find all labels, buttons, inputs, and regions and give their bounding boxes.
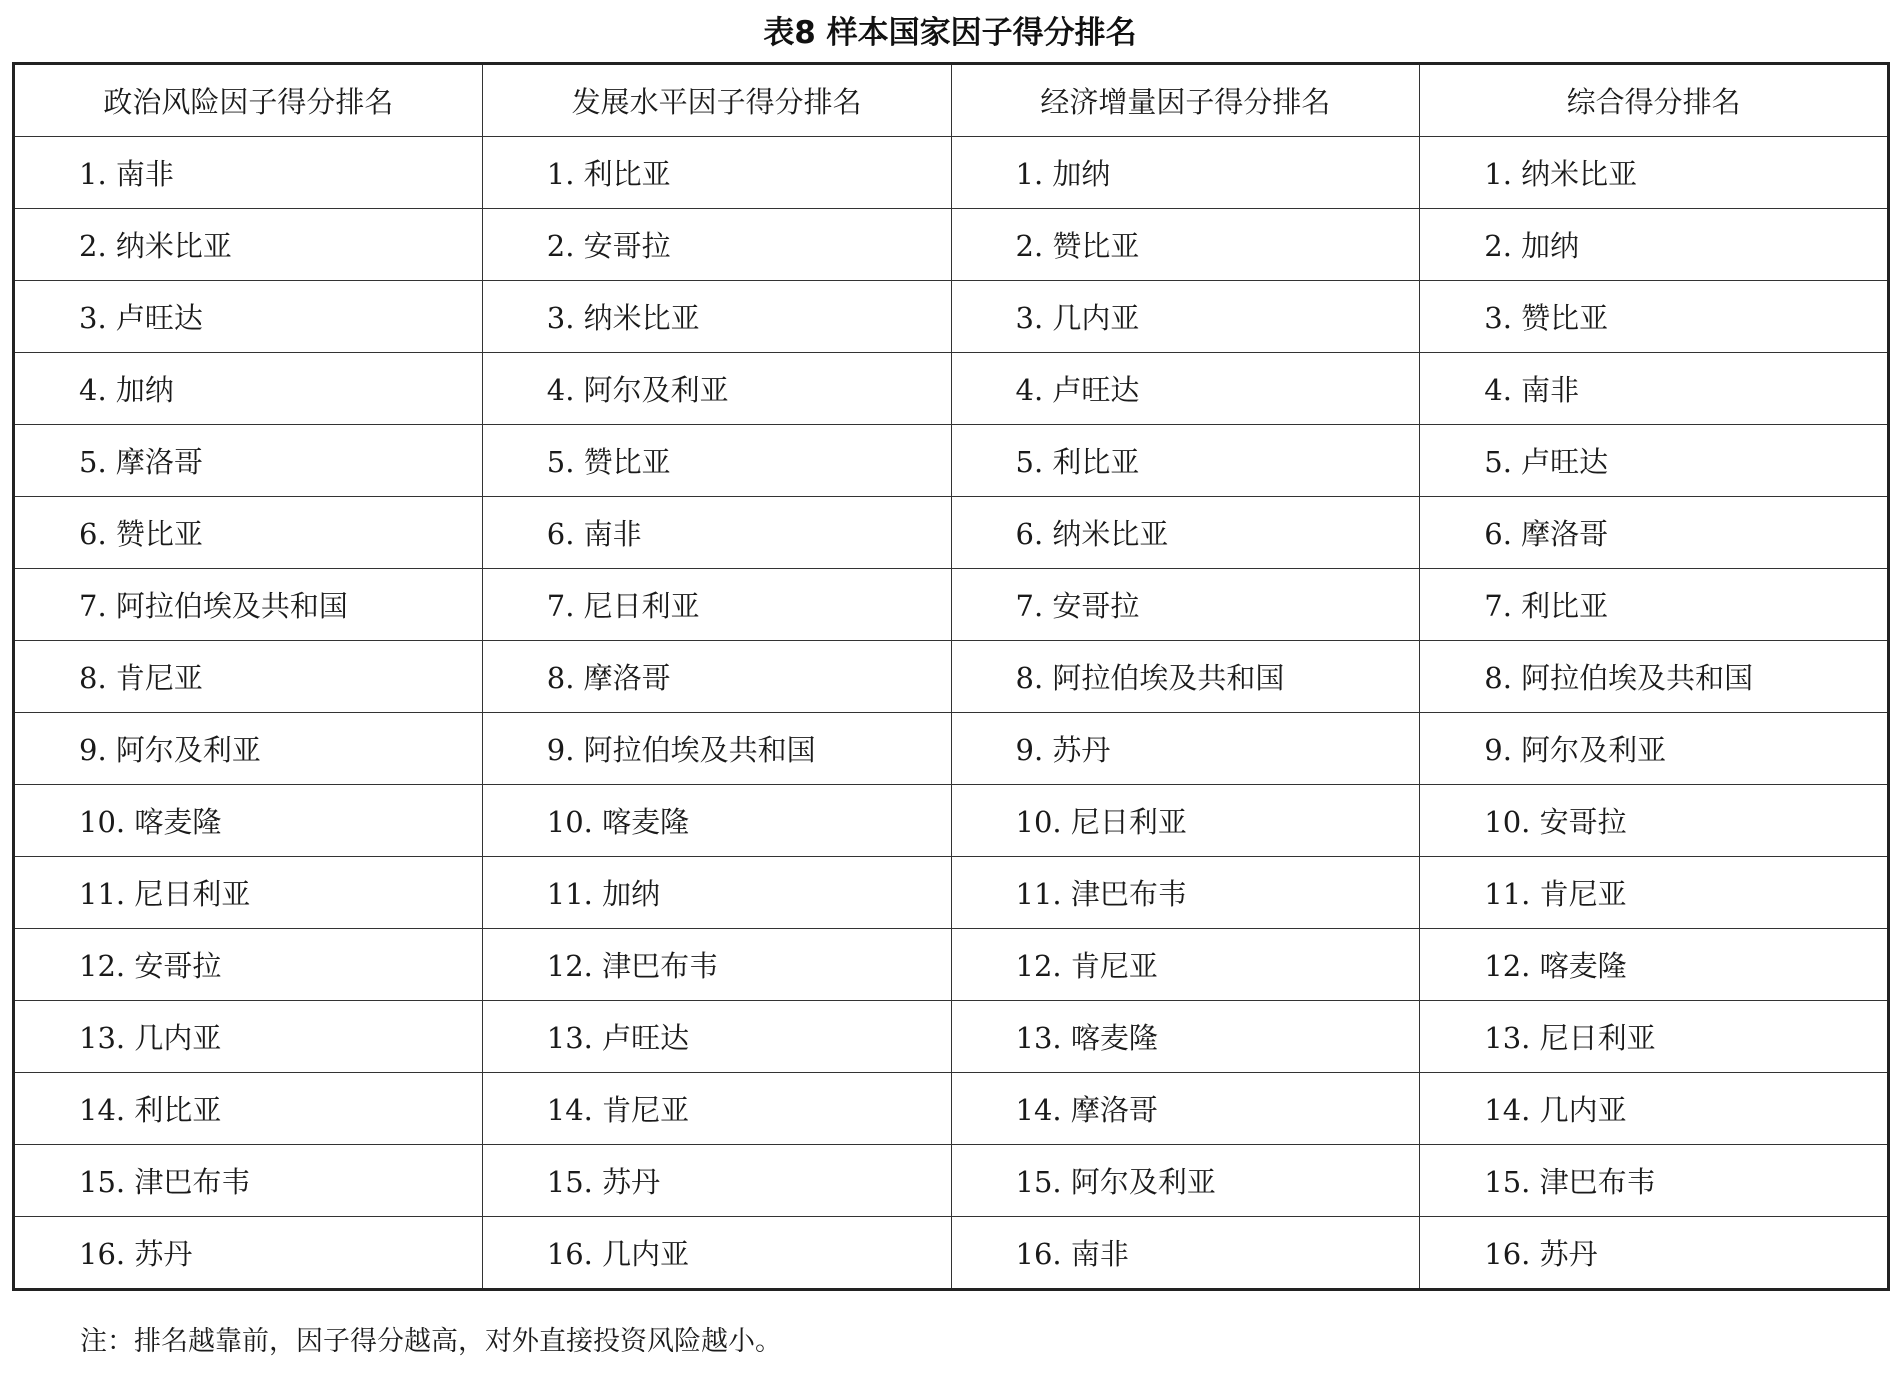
cell-overall-score: 6. 摩洛哥 [1420,497,1889,569]
cell-political-risk: 11. 尼日利亚 [14,857,483,929]
cell-political-risk: 15. 津巴布韦 [14,1145,483,1217]
table-row [14,425,1889,497]
table-row [14,857,1889,929]
cell-overall-score: 7. 利比亚 [1420,569,1889,641]
cell-political-risk: 14. 利比亚 [14,1073,483,1145]
cell-development-level: 6. 南非 [482,497,951,569]
cell-overall-score: 8. 阿拉伯埃及共和国 [1420,641,1889,713]
header-economic-increment: 经济增量因子得分排名 [951,64,1420,137]
cell-political-risk: 12. 安哥拉 [14,929,483,1001]
cell-economic-increment: 3. 几内亚 [951,281,1420,353]
cell-development-level: 10. 喀麦隆 [482,785,951,857]
cell-economic-increment: 13. 喀麦隆 [951,1001,1420,1073]
cell-development-level: 11. 加纳 [482,857,951,929]
cell-economic-increment: 4. 卢旺达 [951,353,1420,425]
cell-economic-increment: 11. 津巴布韦 [951,857,1420,929]
cell-development-level: 7. 尼日利亚 [482,569,951,641]
cell-overall-score: 16. 苏丹 [1420,1217,1889,1290]
table-row [14,1217,1889,1290]
cell-development-level: 13. 卢旺达 [482,1001,951,1073]
cell-development-level: 5. 赞比亚 [482,425,951,497]
cell-development-level: 4. 阿尔及利亚 [482,353,951,425]
table-note: 注：排名越靠前，因子得分越高，对外直接投资风险越小。 [80,1326,782,1357]
cell-overall-score: 10. 安哥拉 [1420,785,1889,857]
cell-economic-increment: 12. 肯尼亚 [951,929,1420,1001]
cell-economic-increment: 1. 加纳 [951,137,1420,209]
table-row [14,209,1889,281]
cell-development-level: 12. 津巴布韦 [482,929,951,1001]
cell-economic-increment: 6. 纳米比亚 [951,497,1420,569]
cell-political-risk: 3. 卢旺达 [14,281,483,353]
cell-development-level: 14. 肯尼亚 [482,1073,951,1145]
cell-political-risk: 4. 加纳 [14,353,483,425]
cell-development-level: 2. 安哥拉 [482,209,951,281]
header-political-risk: 政治风险因子得分排名 [14,64,483,137]
table-row [14,281,1889,353]
cell-overall-score: 11. 肯尼亚 [1420,857,1889,929]
table-row [14,497,1889,569]
table-row [14,137,1889,209]
cell-political-risk: 5. 摩洛哥 [14,425,483,497]
cell-overall-score: 3. 赞比亚 [1420,281,1889,353]
cell-development-level: 1. 利比亚 [482,137,951,209]
header-development-level: 发展水平因子得分排名 [482,64,951,137]
cell-economic-increment: 8. 阿拉伯埃及共和国 [951,641,1420,713]
cell-economic-increment: 10. 尼日利亚 [951,785,1420,857]
cell-overall-score: 13. 尼日利亚 [1420,1001,1889,1073]
table-row [14,1073,1889,1145]
cell-development-level: 9. 阿拉伯埃及共和国 [482,713,951,785]
table-row [14,353,1889,425]
table-row [14,713,1889,785]
cell-overall-score: 9. 阿尔及利亚 [1420,713,1889,785]
cell-economic-increment: 15. 阿尔及利亚 [951,1145,1420,1217]
cell-political-risk: 10. 喀麦隆 [14,785,483,857]
table-title: 表8 样本国家因子得分排名 [763,15,1137,51]
cell-political-risk: 6. 赞比亚 [14,497,483,569]
cell-development-level: 15. 苏丹 [482,1145,951,1217]
header-overall-score: 综合得分排名 [1420,64,1889,137]
table-row [14,929,1889,1001]
cell-political-risk: 7. 阿拉伯埃及共和国 [14,569,483,641]
cell-overall-score: 4. 南非 [1420,353,1889,425]
cell-development-level: 8. 摩洛哥 [482,641,951,713]
table-row [14,641,1889,713]
cell-overall-score: 12. 喀麦隆 [1420,929,1889,1001]
cell-political-risk: 8. 肯尼亚 [14,641,483,713]
cell-political-risk: 1. 南非 [14,137,483,209]
cell-economic-increment: 7. 安哥拉 [951,569,1420,641]
ranking-table [12,62,1890,1291]
cell-political-risk: 16. 苏丹 [14,1217,483,1290]
cell-overall-score: 15. 津巴布韦 [1420,1145,1889,1217]
cell-economic-increment: 5. 利比亚 [951,425,1420,497]
cell-overall-score: 5. 卢旺达 [1420,425,1889,497]
cell-economic-increment: 14. 摩洛哥 [951,1073,1420,1145]
cell-economic-increment: 9. 苏丹 [951,713,1420,785]
header-row [14,64,1889,137]
cell-political-risk: 9. 阿尔及利亚 [14,713,483,785]
cell-economic-increment: 2. 赞比亚 [951,209,1420,281]
table-row [14,1145,1889,1217]
cell-overall-score: 2. 加纳 [1420,209,1889,281]
cell-overall-score: 14. 几内亚 [1420,1073,1889,1145]
table-body [14,137,1889,1290]
cell-economic-increment: 16. 南非 [951,1217,1420,1290]
cell-political-risk: 2. 纳米比亚 [14,209,483,281]
table-row [14,785,1889,857]
cell-development-level: 3. 纳米比亚 [482,281,951,353]
cell-political-risk: 13. 几内亚 [14,1001,483,1073]
cell-overall-score: 1. 纳米比亚 [1420,137,1889,209]
cell-development-level: 16. 几内亚 [482,1217,951,1290]
table-row [14,1001,1889,1073]
table-row [14,569,1889,641]
